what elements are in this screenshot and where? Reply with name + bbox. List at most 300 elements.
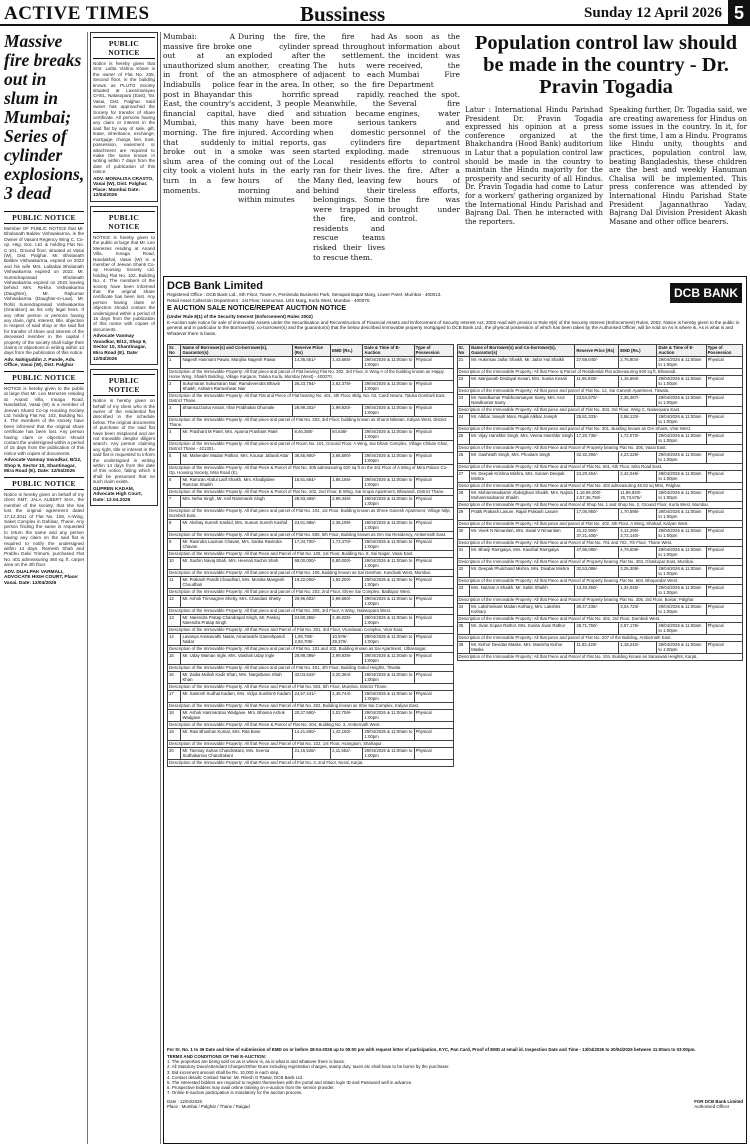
table-cell: 20 <box>168 747 181 759</box>
dcb-intro: E-Auction sale notice for sale of immovable Assets under the Securitisation and Reconstruction of Financial Assets and Enforcement of Security Interest Act, 2002 read with proviso to Rule 8(6) of the Security Interest (Enforcement) Rules, 2002. Notice is hereby given to the public in general and in particular to the Borrower(s), co-borrower(s) and the guarantor(s) that the below described immovable property mortgaged to DCB Bank Ltd., the physical possession of which has been taken by the Authorised Officer, will be sold on As is where is, As is what is and Whatever there is basis. <box>167 319 740 336</box>
table-cell: Mrs. Naizam A Shaikh, Mr. Salim Shaikh <box>470 584 575 596</box>
table-cell: Mr. Deepak Krishna Mishra, Mrs. Sonam Deepak Mishra <box>470 470 575 482</box>
table-cell: 6,80,000/- <box>331 557 363 569</box>
property-description: Description of the Immovable Property: All that Piece and Parcel of Flat No. 503, 5th Floor, Mumbra, District Thane. <box>168 683 454 690</box>
table-cell: 1,09,790/- 2,93,700/- <box>293 633 331 645</box>
table-row-description <box>168 759 454 766</box>
table-cell: Physical <box>706 527 742 539</box>
property-description: Description of the Immovable Property: All that piece and parcel of Flat No. 301, Building known as Om Shanti, Virar West. <box>457 425 743 432</box>
notice-body: Member OF PUBLIC NOTICE that Mr. Bholanath Baldev Vishwakarma, is the Owner of Vasant Regency Wing C, Co-op. Hsg. Soc. Ltd. & holding Flat No. C-101, Ground floor, situated at Vasai (W), Dist. Palghar. Mr. Bholanath Baldev Vishwakarma, expired on 2022 and his wife Mrs. Lalitabai Bholanath Vishwakarma expired on 2022. Mr. Surendraprasad Bholanath Vishwakarma expired on 2022 leaving behind Mrs. Rekha Vishwakarma (Daughter), Mr. Rajkumar Vishwakarma (Daughter-in-Law), Mr. Rohit Surendraprasad Vishwakarma (Grandson) as his only legal heirs. If any other person or persons having any claim, right, interest, title, objection in respect of said shop or the said flat for transfer of share and interest of the deceased member in the capital / property of the society shall lodge their claims or objections in writing within 14 days from the publication of this notice. <box>4 226 84 356</box>
left-column <box>4 32 84 1144</box>
table-row-description <box>457 520 743 527</box>
table-cell: 29/04/2026 & 11:00am to 1:00pm <box>657 603 706 615</box>
table-row <box>457 470 743 482</box>
table-row <box>457 451 743 463</box>
property-description: Description of the Immovable Property: All that Piece and Parcel of Flat No. 601, 6th Floor, Mira Road East. <box>457 463 743 470</box>
table-cell: 29/04/2026 & 11:00am to 1:00pm <box>364 496 413 507</box>
table-cell: 4 <box>168 428 181 440</box>
table-cell: 29/04/2026 & 11:00am to 1:00pm <box>657 508 706 520</box>
table-cell: 22 <box>457 375 470 387</box>
table-cell: Physical <box>414 356 453 368</box>
table-cell: 2,57,175/- <box>619 622 657 634</box>
table-row-description <box>168 464 454 476</box>
table-cell: Mr. Mohammadsamir Abdulghani Shaikh, Mrs. Najma Mohammadsamir Shaikh <box>470 489 575 501</box>
table-cell: 12 <box>168 595 181 607</box>
table-cell: Sukumaran Sukumaran Nair, Ramdevendra Bhavin Shaikh, Ashwini Rameshwar Nair <box>181 380 293 392</box>
table-row-description <box>168 721 454 728</box>
notice-body: NOTICE is hereby given to the public at large that Mr. Leo Menezes residing at Anand Villa, Innaga Road, Nandakhal, Vasai (W) is a member of Jeevan Shanti Co-op Housing Society Ltd. holding Flat No. 102, Building No. 4. The members of the society have been informed that the original share certificate has been lost. Any person having claim or objection should contact the undersigned within a period of 15 days from the publication of this notice with copies of documents. <box>4 385 84 456</box>
table-cell: Physical <box>706 489 742 501</box>
notice-title: PUBLIC NOTICE <box>93 37 155 59</box>
table-row <box>168 519 454 531</box>
issue-date: Sunday 12 April 2026 <box>584 5 722 21</box>
table-cell: Physical <box>414 557 453 569</box>
table-row-description <box>168 569 454 576</box>
property-description: Description of the Immovable Property: All that piece and parcel of Flat No. 303, 3rd Floor, Wing C, Nalasopara East. <box>457 406 743 413</box>
table-row <box>168 538 454 550</box>
table-cell: 2,36,199/- <box>331 519 363 531</box>
table-cell: 29/04/2026 & 11:00am to 1:00pm <box>657 641 706 653</box>
table-cell: Mr. Tanmay Suhas Chandrakant, Mrs. Seema Sudhakarrao Chandrakant <box>181 747 293 759</box>
table-row <box>457 565 743 577</box>
table-cell: 29/04/2026 & 11:00am to 1:00pm <box>657 489 706 501</box>
table-row-description <box>168 507 454 519</box>
fire-story-col: the fire had spread throughout the settlement. The huts were adjacent to each other, so the fire spread rapidly. Meanwhile, the situation became more serious when domestic gas cylinders started exploding. Local residents ran for their lives. Many fled, leaving behind their belongings. Some were trapped in the fire, and residents and rescue teams risked their lives to rescue them. <box>313 32 385 262</box>
notice-box <box>90 369 158 506</box>
table-cell: 27 <box>457 470 470 482</box>
property-description: Description of the Immovable Property: All that piece and parcel of Flat No. 305, 3rd Floor, A Wing, Nalasopara West. <box>168 607 454 614</box>
table-cell: Physical <box>414 519 453 531</box>
table-cell: 28 <box>457 489 470 501</box>
table-cell: 23,61,986/- <box>293 519 331 531</box>
table-cell: 29/04/2026 & 11:00am to 1:00pm <box>364 558 413 569</box>
table-row <box>168 595 454 607</box>
table-cell: 29/04/2026 & 11:00am to 1:00pm <box>657 432 706 444</box>
table-cell: Physical <box>414 747 453 759</box>
table-cell: 29,96,602/- <box>293 595 331 607</box>
table-cell: Mr. Ramzan Abdul Latif Shaikh, Mrs. Khadijabee Ramzan Shaikh <box>181 476 293 488</box>
table-row-description <box>457 577 743 584</box>
term-item: 1. The properties are being sold on as is where is, as is what is and whatever there is basis. <box>167 1059 346 1065</box>
notice-box <box>90 32 158 202</box>
table-cell: 84,638/- <box>331 428 363 440</box>
table-cell: 2,11,552/- <box>331 747 363 759</box>
table-cell: Mr. Kishor Devidas Maske, Mrs. Manisha Kishor Maske <box>470 641 575 653</box>
dcb-sign-date: Date : 12/04/2026 <box>167 1098 202 1104</box>
table-row <box>457 527 743 539</box>
table-row-description <box>168 440 454 452</box>
table-cell: 17,05,950/- <box>575 508 619 520</box>
table-row <box>168 690 454 702</box>
table-cell: 1 <box>168 356 181 368</box>
table-cell: 1,18,99,200/- 2,57,36,750/- <box>575 489 619 501</box>
table-cell: 31 <box>457 546 470 558</box>
table-cell: Mr. Ravi Bhushan Kumar, Mrs. Rita Bose <box>181 728 293 740</box>
table-cell: 1,42,160/- <box>331 728 363 740</box>
property-description: Description of the Immovable Property: All that piece and parcel of Flat No. 207 of the Building, Ambernath East. <box>457 634 743 641</box>
property-description: Description of the Immovable Property: All that Piece & Parcel of Flat No. 202, 2nd Floor, B Wing, Sai Krupa Apartment, Bhiwandi, District Thane. <box>168 488 454 495</box>
table-row <box>168 356 454 368</box>
table-cell: 10 <box>168 557 181 569</box>
table-row-description <box>457 539 743 546</box>
table-cell: 23 <box>457 394 470 406</box>
property-description: Description of the Immovable Property: All that piece and parcel of Flat No. 101 and 102, Building known as Sai Apartment, Ulhasnagar. <box>168 645 454 652</box>
table-cell: 29/04/2026 & 11:00am to 1:00pm <box>657 584 706 596</box>
table-header: Name of Borrower(s) and Co-borrower(s), Guarantor(s) <box>181 344 293 356</box>
table-cell: Mr. Nandkumar Prabhuramaiyan Samy, Mrs. Arul Nandkumar Samy <box>470 394 575 406</box>
table-cell: Mr. Ashok Trimsagree Shetty, Mrs. Chandani Shetty <box>181 595 293 607</box>
table-cell: 26 <box>457 451 470 463</box>
table-cell: 3 <box>168 404 181 416</box>
table-cell: 2,76,804/- <box>619 356 657 368</box>
table-row-description <box>168 368 454 380</box>
table-cell: 11 <box>168 576 181 588</box>
table-cell: Physical <box>414 404 453 416</box>
table-cell: Physical <box>706 432 742 444</box>
table-row-description <box>457 501 743 508</box>
property-description: Description of the Immovable Property: All that Piece & Parcel of Residential Flat admeasuring 600 sq ft, Bhiwandi. <box>457 368 743 375</box>
table-header: Type of Possession <box>706 344 742 356</box>
table-cell: Mr. Alkbar Joseph Mani, Rajali Alkbar Joseph <box>470 413 575 425</box>
table-cell: Physical <box>706 470 742 482</box>
table-row-description <box>168 645 454 652</box>
property-description: Description of the Immovable Property: All that piece and parcel of Flat No. 402, 4th Floor, A Wing, Shahad, Kalyan West. <box>457 520 743 527</box>
table-cell: Mr. Lakshmikant Madan Kothary, Mrs. Lakshmi Kothary <box>470 603 575 615</box>
notice-body: Notice is hereby given on behalf of my client who is the owner of the residential flat described in the schedule below. The original documents of purchase of the said flat have been misplaced and are not traceable despite diligent search. Any person claiming any right, title or interest in the said flat is requested to inform the undersigned in writing within 14 days from the date of this notice, failing which it shall be presumed that no such claim exists. <box>93 398 155 485</box>
table-header: EMD (Rs.) <box>331 344 363 356</box>
table-cell: Mr. Prakash Pandit Chaudhari, Mrs. Monika Mangesh Choudhari <box>181 576 293 588</box>
table-row-description <box>168 702 454 709</box>
table-cell: 21 <box>457 356 470 368</box>
table-cell: Mr. Santosh Sudhal Kadam, Mrs. Vidya Sunilsinh Kadam <box>181 690 293 702</box>
table-row <box>457 375 743 387</box>
table-cell: Mr. Akshay Suresh Kashid, Mrs. Suman Suresh Kashid <box>181 519 293 531</box>
table-cell: 24,60,256/- <box>293 614 331 626</box>
table-row-description <box>168 416 454 428</box>
notice-title: PUBLIC NOTICE <box>93 211 155 233</box>
table-row <box>457 489 743 501</box>
table-cell: Physical <box>414 652 453 664</box>
table-cell: 2,99,920/- <box>331 404 363 416</box>
table-cell: Physical <box>706 546 742 558</box>
table-row <box>457 432 743 444</box>
table-cell: 29/04/2026 & 11:00am to 1:00pm <box>364 405 413 416</box>
pc-story-col: Latur : International Hindu Parishad President Dr. Pravin Togadia expressed his opinion at a press conference organized at the Bhakchandra (Hood Bank) auditorium in Latur that a population control law should be made in the country to maintain the Hindu majority for the prosperity and security of all Hindus. Dr. Pravin Togadia had come to Latur for a workers' gathering organized by the International Hindu Parishad and Bajrang Dal. Then he interacted with the reporters. <box>465 105 603 226</box>
table-cell: 29/04/2026 & 11:00am to 1:00pm <box>364 357 413 368</box>
table-cell: Physical <box>706 451 742 463</box>
table-cell: Mr. Manjunath Dindayal Kesari, Mrs. Sunita Kesari <box>470 375 575 387</box>
property-description: Description of the Immovable Property: All that Piece and Parcel of Property bearing Flat No. 305, 3rd Floor, Boisar, Palghar. <box>457 596 743 603</box>
property-description: Description of the Immovable Property: All that piece and parcel of Flat No. 104, 1st Floor, Building known as Shree Ganesh Apartment, Village Nilje, Dombivli East. <box>169 508 451 519</box>
dcb-sign-officer: Authorised Officer <box>694 1103 730 1109</box>
table-cell: Physical <box>706 508 742 520</box>
table-row <box>168 428 454 440</box>
notice-signature: ADV. DUALPAK VARMALI, ADVOCATE HIGH COURT, Place: Vasai. Date: 12/04/2026 <box>4 569 79 586</box>
table-row <box>168 709 454 721</box>
table-cell: 20,27,590/- <box>293 709 331 721</box>
fire-story-col: As soon as the information about the incident was received, the Mumbai Fire Department reached the spot. Several fire engines, water tankers and personnel of the fire department made strenuous efforts to control the fire. After a few hours of tireless efforts, the fire was brought under control. <box>388 32 460 224</box>
table-cell: Mrs. Neha Singh, Mr. Anil Rammanik Singh <box>181 495 293 507</box>
notice-signature: ADV. MONALISA CRASTO, Vasai (W), Dist. Palghar. Place: Mumbai Date: 12/04/2026 <box>93 176 154 199</box>
table-cell: 3,04,723/- <box>619 603 657 615</box>
table-cell: 17,34,700/- <box>293 538 331 550</box>
table-cell: 1,72,073/- <box>619 432 657 444</box>
table-cell: Physical <box>414 576 453 588</box>
pc-headline: Population control law should be made in the country - Dr. Pravin Togadia <box>474 32 738 98</box>
table-cell: Mr. Vivek N Nimanlam, Mrs. Swati V Nimanlam <box>470 527 575 539</box>
table-cell: 29/04/2026 & 11:00am to 1:00pm <box>364 520 413 531</box>
table-cell: 8,46,380/- <box>293 428 331 440</box>
table-cell: 29/04/2026 & 11:00am to 1:00pm <box>657 546 706 558</box>
table-cell: Physical <box>414 476 453 488</box>
table-cell: 23,54,670/- <box>575 394 619 406</box>
table-header: Sr. No <box>457 344 470 356</box>
table-row-description <box>168 607 454 614</box>
property-description: Description of the Immovable Property: All that piece and parcel of Flat No. 401, 4th Floor, Building Gokul Heights, Titwala. <box>168 664 454 671</box>
table-cell: Mr. Narendra Pratap Chandrapal Singh, Mr. Pankaj Narendra Pratap Singh <box>181 614 293 626</box>
table-cell: 1,92,200/- <box>331 576 363 588</box>
table-cell: Mr. Bhanji Ramgaiya, Mrs. Kaushal Ramgaiya <box>470 546 575 558</box>
table-cell: 13,40,450/- <box>575 584 619 596</box>
table-cell: 29/04/2026 & 11:00am to 1:00pm <box>364 672 413 683</box>
table-cell: Mr. Uday Waman Ingle, Mrs. Vaishali Uday Ingle <box>181 652 293 664</box>
table-cell: 4,12,290/- 3,72,140/- <box>619 527 657 539</box>
table-cell: 2,42,046/- <box>619 470 657 482</box>
table-cell: 24,57,441/- <box>293 690 331 702</box>
table-row <box>168 557 454 569</box>
table-cell: Mr. Deepak Phulchand Mishra, Mrs. Divabai Mishra <box>470 565 575 577</box>
table-cell: Physical <box>414 614 453 626</box>
table-cell: 28,93,469/- <box>293 495 331 507</box>
fire-headline: Massive fire breaks out in slum in Mumbai; Series of cylinder explosions, 3 dead <box>4 32 84 203</box>
table-cell: 29/04/2026 & 11:00am to 1:00pm <box>364 729 413 740</box>
table-cell: Physical <box>414 671 453 683</box>
table-cell: Mr. Vijay Hanshbir Singh, Mrs. Veena Hanshbir Singh <box>470 432 575 444</box>
table-cell: 1,73,470/- <box>331 538 363 550</box>
table-cell: 29,99,399/- <box>293 652 331 664</box>
table-cell: 36,55,900/- <box>293 452 331 464</box>
property-description: Description of the Immovable Property: All that piece and parcel of Flat No. 203, 2nd Floor, Shree Sai Complex, Badlapur West. <box>168 588 454 595</box>
notices-column <box>90 32 158 1144</box>
notice-body: NOTICE is hereby given to the public at large that Mr. Leo Menezes residing at Anand Villa, Innaga Road, Nandakhal, Vasai (W) is a member of Jeevan Shanti Co-op Housing Society Ltd. holding Flat No. 102, Building No. 4. The members of the society have been informed that the original share certificate has been lost. Any person having claim or objection should contact the undersigned within a period of 15 days from the publication of this notice with copies of documents. <box>93 234 155 332</box>
table-cell: 1,16,694/- <box>619 375 657 387</box>
table-cell: 29 <box>457 508 470 520</box>
dcb-signature-row <box>167 1099 743 1109</box>
table-cell: 14,36,651/- <box>293 356 331 368</box>
table-row-description <box>168 683 454 690</box>
table-header: Reserve Price (Rs) <box>293 344 331 356</box>
table-header: EMD (Rs.) <box>619 344 657 356</box>
table-row-description <box>168 531 454 538</box>
notice-title: PUBLIC NOTICE <box>4 371 84 384</box>
table-cell: 3,25,308/- <box>619 565 657 577</box>
term-item: 5. The interested bidders are required to register themselves with the portal and obtain login ID and Password well in advance. <box>167 1080 413 1085</box>
table-cell: 2,35,467/- <box>619 394 657 406</box>
table-cell: 11,89,920/- 25,73,675/- <box>619 489 657 501</box>
property-description: Description of the Immovable Property: All that Piece & Parcel of Flat No. 305 admeasuring 620 sq ft on the 3rd Floor of A Wing of Mira Palace Co-Op. Housing Society, Mira Road (E). <box>168 464 454 476</box>
notice-signature: GUPREN KADAM, Advocate High Court, Date: 12.04.2026 <box>93 486 143 503</box>
table-cell: Mr. Gashirath Singh, Mrs. Phoolam Singh <box>470 451 575 463</box>
dcb-bank-name: DCB Bank Limited <box>167 280 263 292</box>
table-cell: 29/04/2026 & 11:00am to 1:00pm <box>657 470 706 482</box>
table-cell: 21,15,528/- <box>293 747 331 759</box>
property-description: Description of the Immovable Property: All that piece and parcel of Flat bearing Flat No. 302, 3rd Floor, in Wing A of the building known as Happy Home Wing, Shaikh Building, Village Kargaon, Taluka Kurla, Mumbai (West) - 400070. <box>168 368 454 380</box>
table-cell: 15 <box>168 652 181 664</box>
notice-title: PUBLIC NOTICE <box>4 477 84 490</box>
table-cell: Physical <box>706 413 742 425</box>
table-cell: 2,62,378/- <box>331 380 363 392</box>
dcb-sign-place: Place : Mumbai / Palghar / Thane / Raigad <box>167 1103 250 1109</box>
table-row <box>457 508 743 520</box>
table-row-description <box>168 626 454 633</box>
table-row <box>457 603 743 615</box>
table-cell: 29/04/2026 & 11:00am to 1:00pm <box>364 748 413 759</box>
auction-table-right <box>457 344 744 661</box>
table-cell: Mr. Ashok Hanmantrao Wadgave, Mrs. Bhavna Ashok Wadgave <box>181 709 293 721</box>
table-cell: 1,85,165/- <box>331 476 363 488</box>
table-cell: 29/04/2026 & 11:00am to 1:00pm <box>364 477 413 488</box>
dcb-rule: (Under Rule 8(1) of the Security Interest (Enforcement) Rules 2002) <box>167 314 313 320</box>
property-description: Description of the Immovable Property: All that piece and parcel of Flat No. 12, Sai Ganesh Apartment, Titwala. <box>457 387 743 394</box>
table-cell: Physical <box>706 584 742 596</box>
table-cell: 13 <box>168 614 181 626</box>
property-description: Description of the Immovable Property: All that Piece and Parcel of Flat No. 202, Building known as Shiv Sai Complex, Kalyan East. <box>168 702 454 709</box>
table-cell: Physical <box>706 394 742 406</box>
table-cell: 4,79,608/- <box>619 546 657 558</box>
table-row <box>168 576 454 588</box>
table-cell: 9 <box>168 538 181 550</box>
table-cell: 30 <box>457 527 470 539</box>
table-cell: 10,979/- 29,370/- <box>331 633 363 645</box>
dcb-auction-notice <box>163 276 747 1144</box>
notice-box <box>90 206 158 365</box>
table-cell: 29/04/2026 & 11:00am to 1:00pm <box>657 375 706 387</box>
table-cell: 24,20,464/- <box>575 470 619 482</box>
table-cell: 3,65,590/- <box>331 452 363 464</box>
table-cell: Physical <box>414 728 453 740</box>
table-cell: 29/04/2026 & 11:00am to 1:00pm <box>657 356 706 368</box>
table-cell: 2,89,346/- <box>331 495 363 507</box>
table-cell: Physical <box>706 603 742 615</box>
table-cell: 29/04/2026 & 11:00am to 1:00pm <box>364 691 413 702</box>
table-cell: 3,20,364/- <box>331 671 363 683</box>
table-cell: Physical <box>706 356 742 368</box>
table-cell: 11,82,420/- <box>575 641 619 653</box>
table-row-description <box>457 596 743 603</box>
table-cell: Lavanya Amaravathi Nadar, Amaravathi Ganeshpandi Nadar <box>181 633 293 645</box>
notice-body: Notice is hereby given that Smt. Lalita Vishnu Khare is the owner of Flat No. 205, Second floor, in the building known as PLUTO Society situated at Laxminarayan CHSL, Nalasopara (East), Tal. Vasai, Dist. Palghar. Said owner has approached the Society for transfer of share certificate. All persons having any claim or interest in the said flat by way of sale, gift, lease, inheritance, exchange, mortgage, charge, lien, trust, possession, easement or attachment are required to make the same known in writing within 7 days from the date of publication of this notice. <box>93 61 155 175</box>
table-cell: 17 <box>168 690 181 702</box>
table-cell: Physical <box>414 538 453 550</box>
table-cell: 29/04/2026 & 11:00am to 1:00pm <box>364 453 413 464</box>
table-row-description <box>457 406 743 413</box>
table-header: Type of Possession <box>414 344 453 356</box>
table-cell: 29/04/2026 & 11:00am to 1:00pm <box>364 539 413 550</box>
term-item: 2. All Statutory Dues/Attendant Charges/Other Dues including registration charges, stamp duty, taxes etc shall have to be borne by the purchaser. <box>167 1064 450 1070</box>
table-cell: Shamsuzzama Ansari, Irfan Prabhakar Dhumale <box>181 404 293 416</box>
table-cell: Physical <box>414 380 453 392</box>
table-cell: 29/04/2026 & 11:00am to 1:00pm <box>364 710 413 721</box>
property-description: Description of the Immovable Property: All that Piece and Parcel of Flat No. 701 and 702, 7th Floor, Thane West. <box>457 539 743 546</box>
table-cell: 2,58,133/- <box>619 413 657 425</box>
masthead <box>0 0 750 26</box>
property-description: Description of the Immovable Property: All that Piece and Parcel of Flat No. 301, 3rd Floor, Vrundavan Complex, Virar East. <box>168 626 454 633</box>
table-row-description <box>457 368 743 375</box>
property-description: Description of the Immovable Property: All that Piece and Parcel of Flat No. 403 admeasuring 48.03 sq Mtrs, Palghar. <box>457 482 743 489</box>
table-row-description <box>457 558 743 565</box>
table-row-description <box>168 588 454 595</box>
table-cell: 2,45,744/- <box>331 690 363 702</box>
table-cell: 29/04/2026 & 11:00am to 1:00pm <box>657 565 706 577</box>
table-cell: 42,32,290/- <box>575 451 619 463</box>
property-description: Description of the Immovable Property: All that Piece and Parcel of Property bearing Flat No. 303, Ghatkopar East, Mumbai. <box>457 558 743 565</box>
table-row <box>457 394 743 406</box>
pc-story <box>465 32 747 272</box>
table-cell: 34 <box>457 603 470 615</box>
table-cell: 19,22,000/- <box>293 576 331 588</box>
table-cell: 2 <box>168 380 181 392</box>
table-row <box>168 495 454 507</box>
table-row-description <box>168 664 454 671</box>
table-cell: 32 <box>457 565 470 577</box>
fire-story-col: During the fire, one cylinder exploded after another, creating an atmosphere of fear in the area. In this horrific accident, 3 people have died and many have been injured. According to initial reports, smoke was seen coming out of the huts in the early hours of the morning and within minutes <box>238 32 310 205</box>
table-cell: 17,20,735/- <box>575 432 619 444</box>
term-item: 3. Bid increment amount shall be Rs. 10,000 in each step. <box>167 1069 280 1075</box>
table-cell: Pratik Prakash Lasure, Rajali Prakash Lasure <box>470 508 575 520</box>
table-cell: 4,23,229/- <box>619 451 657 463</box>
table-cell: 29/04/2026 & 11:00am to 1:00pm <box>657 527 706 539</box>
property-description: Description of the Immovable Property: All that Piece and Parcel of Flat No. 109, 1st Floor, Building No. 8, Sai Nagar, Vasai East. <box>168 550 454 557</box>
table-row-description <box>168 550 454 557</box>
table-cell: 14,21,600/- <box>293 728 331 740</box>
table-row-description <box>457 444 743 451</box>
notice-body: Notice is hereby given on behalf of my client SMT. JALA ALBERT SHA, the member of the society, that she has lost the original agreement dated 17.12.2011 of Flat No. 108, A-Wing, Saket Complex in Dahisar, Thane. Any person finding the same is requested to return the same and any person having any claim on the said flat is required to notify the undersigned within 14 days. Ramesh Shah and Prabhu Dalvi Trimurti, purchased Flat No. 401 admeasuring 460 sq. ft. carpet area on the 4th floor. <box>4 492 84 568</box>
table-cell: 29/04/2026 & 11:00am to 1:00pm <box>364 634 413 645</box>
table-cell: Mr. Sachin Navaj Shah, Mrs. Heenali Sachin Shah <box>181 557 293 569</box>
table-row-description <box>457 653 743 660</box>
table-cell: 35 <box>457 622 470 634</box>
table-cell: Physical <box>706 375 742 387</box>
table-row-description <box>168 392 454 404</box>
dcb-retail-office: Retail Asset Collection Department : 1st Floor, Hamuman, LBS Marg, Kurla West, Mumbai - 400070. <box>167 297 371 303</box>
term-item: 6. Prospective bidders may avail online training on e-auction from the service provider. <box>167 1085 335 1091</box>
table-row <box>457 641 743 653</box>
table-cell: 2,99,939/- <box>331 652 363 664</box>
table-cell: Nagesh Hanmant Pawar, Manjiira Nagesh Pawar <box>181 356 293 368</box>
table-row <box>168 747 454 759</box>
table-cell: Physical <box>414 690 453 702</box>
property-description: Description of the Immovable Property: All that Piece and Parcel of Flat No. 104, Building known as Saraswati Heights, Karjat. <box>457 653 743 660</box>
property-description: Description of the Immovable Property: All that piece and parcel of Flat No. 106, Building known as Sai Darshan, Kandivali West, Mumbai. <box>168 569 454 576</box>
dcb-terms-heading: TERMS AND CONDITIONS OF THE E-AUCTION: <box>167 1053 267 1059</box>
table-cell: 2,02,759/- <box>331 709 363 721</box>
table-cell: 16 <box>168 671 181 683</box>
table-cell: 29/04/2026 & 11:00am to 1:00pm <box>364 596 413 607</box>
table-cell: Physical <box>414 452 453 464</box>
property-description: Description of the Immovable Property: All that Piece and Parcel of Flat No. 102, 1st Floor, Asangaon, Shahapur. <box>168 740 454 747</box>
table-cell: Physical <box>414 495 453 507</box>
table-cell: 1,18,242/- <box>619 641 657 653</box>
dcb-registered-office: Registered Office : DCB Bank Ltd., 6th Floor, Tower A, Peninsula Business Park, Senapati Bapat Marg, Lower Parel, Mumbai - 400013. <box>167 292 442 297</box>
table-row-description <box>457 634 743 641</box>
table-row <box>168 671 454 683</box>
table-cell: 29/04/2026 & 11:00am to 1:00pm <box>364 381 413 392</box>
table-cell: 7 <box>168 495 181 507</box>
table-row-description <box>457 615 743 622</box>
table-row <box>457 622 743 634</box>
table-header: Date & Time of E-Auction <box>363 344 414 356</box>
table-cell: 29/04/2026 & 11:00am to 1:00pm <box>657 413 706 425</box>
